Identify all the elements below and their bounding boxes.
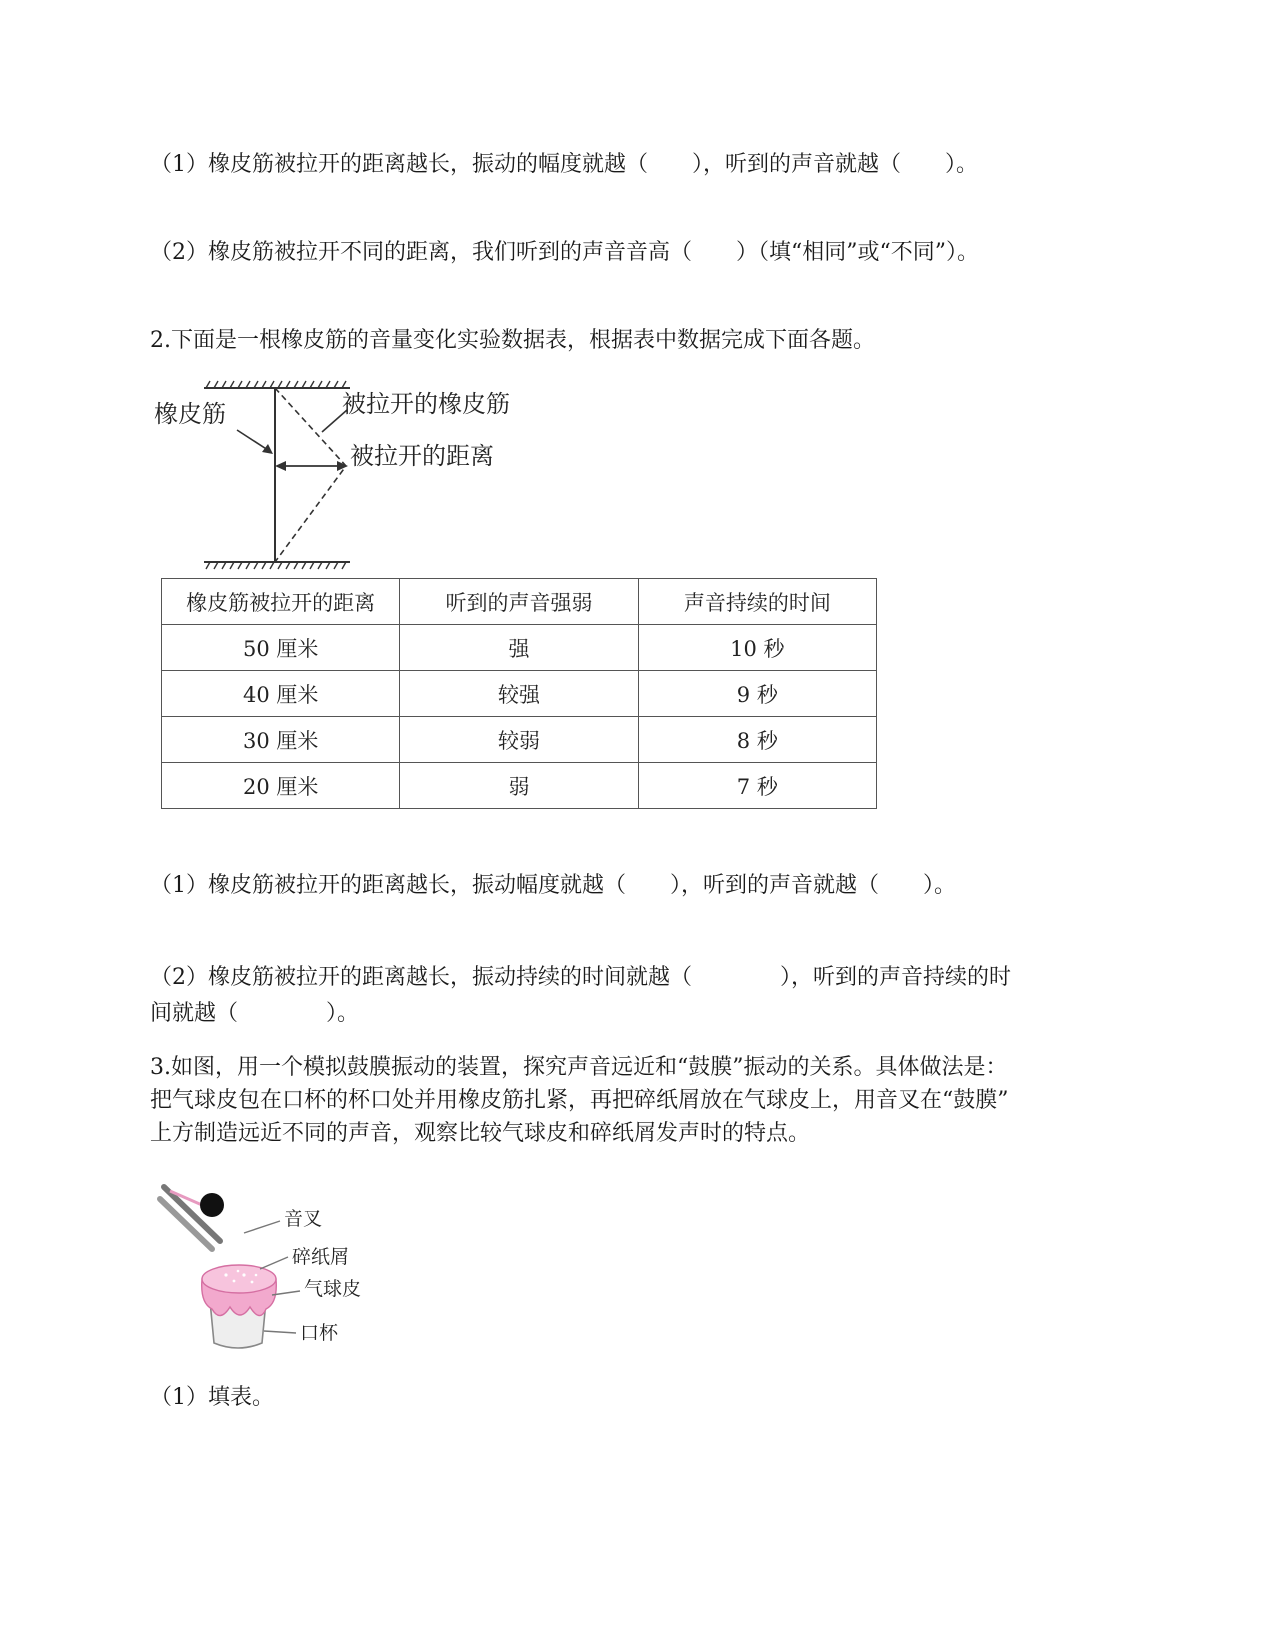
rubber-band-svg [150,380,570,570]
pulled-band-line [275,388,346,562]
table-header-cell: 声音持续的时间 [638,579,876,625]
table-cell: 弱 [400,763,638,809]
table-row [162,763,877,809]
table-row [162,625,877,671]
table-cell: 8 秒 [638,717,876,763]
q3-sub1-text: （1）填表。 [150,1385,274,1410]
table-header-row [162,579,877,625]
data-table [161,578,877,809]
table-cell: 强 [400,625,638,671]
label-cup: 口杯 [300,1322,339,1344]
paper-pointer [260,1257,288,1269]
cup-pointer [264,1331,296,1333]
bottom-hatch [206,562,346,569]
table-cell: 50 厘米 [162,625,400,671]
label-tuning-fork: 音叉 [284,1208,323,1230]
q2-sub2-line2: 间就越（ ）。 [150,1001,360,1026]
q2-sub1-text: （1）橡皮筋被拉开的距离越长，振动幅度就越（ ），听到的声音就越（ ）。 [150,873,956,898]
top-hatch [206,381,346,388]
table-cell: 10 秒 [638,625,876,671]
table-cell: 较强 [400,671,638,717]
label-pulled-distance: 被拉开的距离 [350,442,494,470]
q1-sub2-text: （2）橡皮筋被拉开不同的距离，我们听到的声音音高（ ）（填“相同”或“不同”）。 [150,240,979,265]
arrowhead-left [275,461,286,471]
tuning-fork-ball [200,1193,224,1217]
table-header-cell: 橡皮筋被拉开的距离 [162,579,400,625]
table-cell: 40 厘米 [162,671,400,717]
label-rubber-band: 橡皮筋 [154,400,226,428]
label-paper-scraps: 碎纸屑 [292,1246,350,1268]
eardrum-apparatus-figure [160,1183,400,1353]
table-cell: 20 厘米 [162,763,400,809]
q3-stem-line1: 3.如图，用一个模拟鼓膜振动的装置，探究声音远近和“鼓膜”振动的关系。具体做法是： [150,1055,1008,1080]
fork-pointer [244,1221,280,1233]
table-cell: 较弱 [400,717,638,763]
table-row [162,717,877,763]
table-cell: 30 厘米 [162,717,400,763]
rubber-band-diagram [150,380,570,570]
q3-stem-line2: 把气球皮包在口杯的杯口处并用橡皮筋扎紧，再把碎纸屑放在气球皮上，用音叉在“鼓膜” [150,1088,1009,1113]
balloon-top [202,1265,276,1293]
q3-stem-line3: 上方制造远近不同的声音，观察比较气球皮和碎纸屑发声时的特点。 [150,1121,811,1146]
label-balloon-skin: 气球皮 [304,1278,362,1300]
q1-sub1-text: （1）橡皮筋被拉开的距离越长，振动的幅度就越（ ），听到的声音就越（ ）。 [150,152,978,177]
eardrum-apparatus-svg [160,1183,400,1353]
table-row [162,671,877,717]
table-cell: 7 秒 [638,763,876,809]
label-pulled-band: 被拉开的橡皮筋 [342,390,510,418]
q2-stem: 2.下面是一根橡皮筋的音量变化实验数据表，根据表中数据完成下面各题。 [150,328,875,353]
band-pointer-head [262,444,273,454]
table-cell: 9 秒 [638,671,876,717]
table-header-cell: 听到的声音强弱 [400,579,638,625]
q2-sub2-line1: （2）橡皮筋被拉开的距离越长，振动持续的时间就越（ ），听到的声音持续的时 [150,965,1012,990]
